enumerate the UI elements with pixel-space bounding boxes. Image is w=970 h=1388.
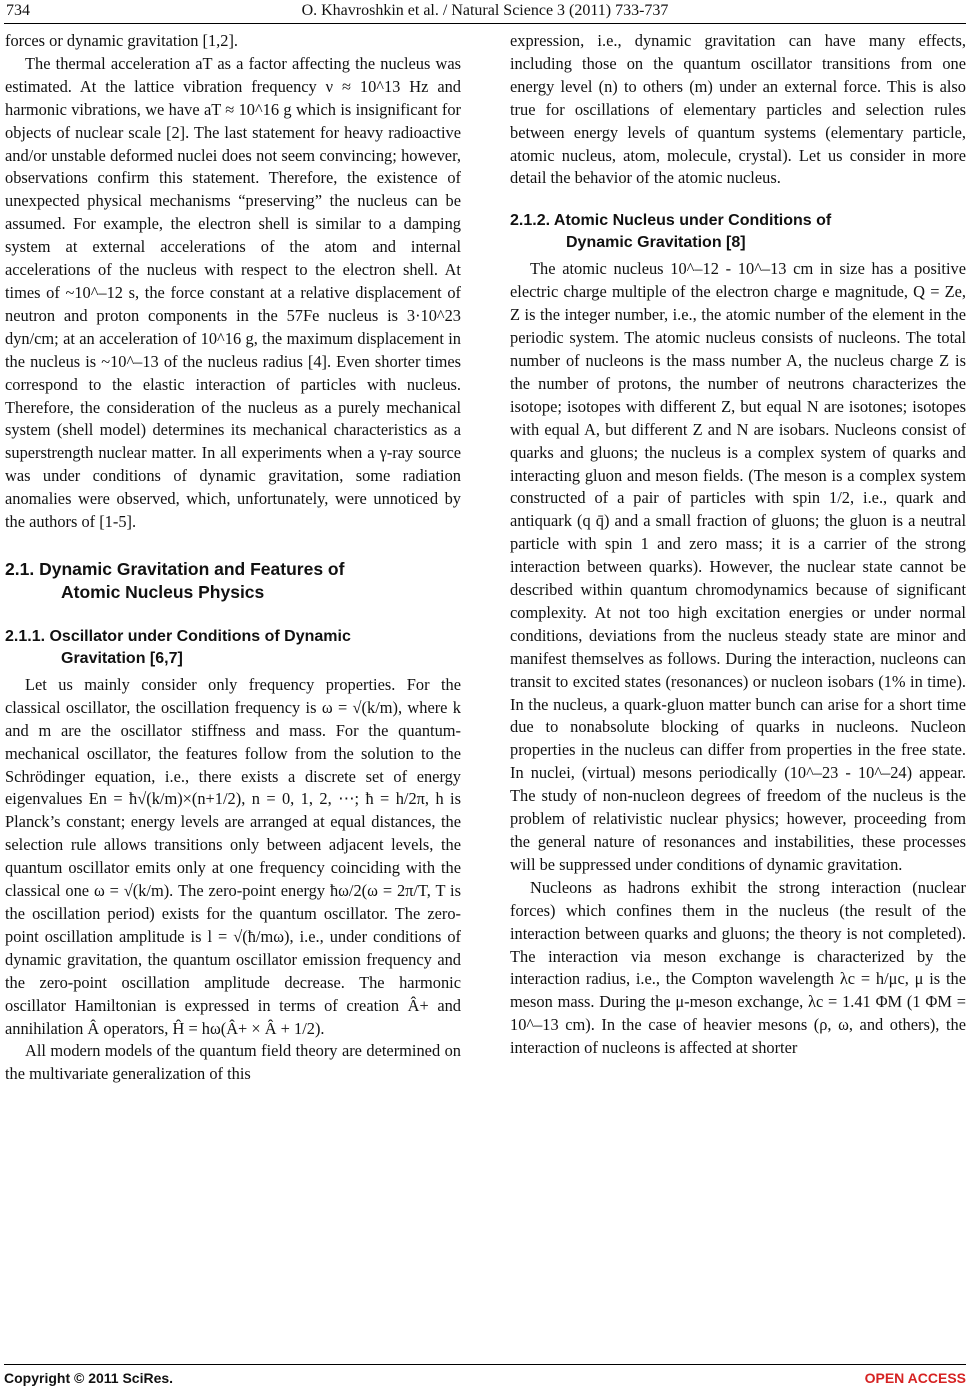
right-column <box>510 30 966 1060</box>
paragraph: Nucleons as hadrons exhibit the strong interaction (nuclear forces) which confines them in the nucleus (the result of the interaction between quarks and gluons; the theory is not completed). The interaction via meson exchange is characterized by the interaction radius, i.e., the Compton wavelength λc = h/μc, μ is the meson mass. During the μ-meson exchange, λc = 1.41 ΦM (1 ΦM = 10^–13 cm). In the case of heavier mesons (ρ, ω, and others), the interaction of nucleons is affected at shorter <box>510 877 966 1058</box>
left-column <box>5 30 461 1086</box>
subsection-title-line: Gravitation [6,7] <box>61 649 183 667</box>
footer-rule <box>4 1364 966 1365</box>
subsection-heading <box>5 626 461 670</box>
copyright-notice: Copyright © 2011 SciRes. <box>4 1370 174 1386</box>
subsection-title-line: Dynamic Gravitation [8] <box>566 234 746 252</box>
section-title-line: Dynamic Gravitation and Features of <box>39 558 345 579</box>
open-access-label: OPEN ACCESS <box>864 1370 966 1386</box>
page-number: 734 <box>6 2 30 19</box>
page-footer <box>0 1356 970 1386</box>
paragraph: forces or dynamic gravitation [1,2]. <box>5 31 239 50</box>
section-heading <box>5 558 461 604</box>
header-rule <box>4 23 966 24</box>
paragraph: Let us mainly consider only frequency properties. For the classical oscillator, the oscillation frequency is ω = √(k/m), where k and m are the oscillator stiffness and mass. For the quantum-mechanical oscillator, the features follow from the solution to the Schrödinger equation, i.e., there exists a discrete set of energy eigenvalues En = ħ√(k/m)×(n+1/2), n = 0, 1, 2, ⋯; ħ = h/2π, h is Planck’s constant; energy levels are arranged at equal distances, the selection rule allows transitions only between adjacent levels, the quantum oscillator emits only at one frequency coinciding with the classical one ω = √(k/m). The zero-point energy ħω/2(ω = 2π/T, T is the oscillation period) exists for the quantum oscillator. The zero-point oscillation amplitude is l = √(ħ/mω), i.e., under conditions of dynamic gravitation, the quantum oscillator emission frequency and the zero-point oscillation amplitude decrease. The harmonic oscillator Hamiltonian is expressed in terms of creation Â+ and annihilation Â operators, Ĥ = hω(Â+ × Â + 1/2). <box>5 674 461 1038</box>
subsection-title-line: Oscillator under Conditions of Dynamic <box>49 627 351 645</box>
paragraph: All modern models of the quantum field theory are determined on the multivariate generalization of this <box>5 1041 461 1084</box>
subsection-number: 2.1.1. <box>5 627 46 645</box>
subsection-number: 2.1.2. <box>510 212 551 230</box>
running-title: O. Khavroshkin et al. / Natural Science 3 (2011) 733-737 <box>301 2 669 19</box>
section-title-line: Atomic Nucleus Physics <box>61 581 265 602</box>
paragraph: The atomic nucleus 10^–12 - 10^–13 cm in size has a positive electric charge multiple of the electron charge e magnitude, Q = Ze, Z is the integer number, i.e., the atomic number of the element in the periodic system. The atomic nucleus consists of nucleons. The total number of nucleons is the mass number A, the nucleus charge Z is the number of protons, the number of neutrons characterizes the isotope; isotopes with different Z, but equal N are isotones; isotopes with equal A, but different Z and N are isobars. Nucleons consist of quarks and gluons; the nucleus is a complex system of quarks and interacting gluon and meson fields. (The meson is a complex system constructed of a pair of particles with spin 1/2, i.e., quark and antiquark (q q̄) and a small fraction of gluons; the gluon is a neutral particle with spin 1 and zero mass; it is a carrier of the strong interaction between quarks). However, the nuclear state cannot be described within quantum chromodynamics because of significant complexity. At not too high excitation energies or under normal conditions, deviations from the nucleus steady state are minor and manifest themselves as follows. During the interaction, nucleons can transit to excited states (resonances) or nucleon isobars (1% in time). In the nucleus, a quark-gluon matter bunch can arise for a short time due to nonabsolute blocking of quarks in nucleons. Nucleon properties in the nucleus can differ from properties in the free state. In nuclei, (virtual) mesons periodically (10^–23 - 10^–24) appear. The study of non-nucleon degrees of freedom of the nucleus is the problem of relativistic nuclear physics; however, proceeding from the general nature of resonances and instabilities, these processes will be suppressed under conditions of dynamic gravitation. <box>510 259 966 874</box>
section-number: 2.1. <box>5 558 35 579</box>
paragraph: The thermal acceleration aT as a factor affecting the nucleus was estimated. At the lattice vibration frequency ν ≈ 10^13 Hz and harmonic vibrations, we have aT ≈ 10^16 g which is insignificant for objects of nuclear scale [2]. The last statement for heavy radioactive and/or unstable deformed nuclei does not seem convincing; however, observations confirm this statement. Therefore, the existence of unexpected physical mechanisms “preserving” the nucleus can be assumed. For example, the electron shell is similar to a damping system at external accelerations of the atom and internal accelerations of the nucleus with respect to the electron shell. At times of ~10^–12 s, the force constant at a relative displacement of neutron and proton components in the 57Fe nucleus is 3·10^23 dyn/cm; at an acceleration of 10^16 g, the maximum displacement in the nucleus is ~10^–13 of the nucleus radius [4]. Even shorter times correspond to the elastic interaction of particles with nucleus. Therefore, the consideration of the nucleus as a purely mechanical system (shell model) determines its mechanical characteristics as a superstrength nuclear matter. In all experiments when a γ-ray source was under conditions of dynamic gravitation, some radiation anomalies were observed, which, unfortunately, were unnoticed by the authors of [1-5]. <box>5 53 461 532</box>
subsection-heading <box>510 210 966 254</box>
paragraph: expression, i.e., dynamic gravitation can have many effects, including those on the quantum oscillator transitions from one energy level (n) to others (m) under an external force. This is also true for oscillations of elementary particles and selection rules between energy levels of quantum systems (elementary particle, atomic nucleus, atom, molecule, crystal). Let us consider in more detail the behavior of the atomic nucleus. <box>510 31 966 188</box>
subsection-title-line: Atomic Nucleus under Conditions of <box>553 212 832 230</box>
page-header <box>0 0 970 24</box>
